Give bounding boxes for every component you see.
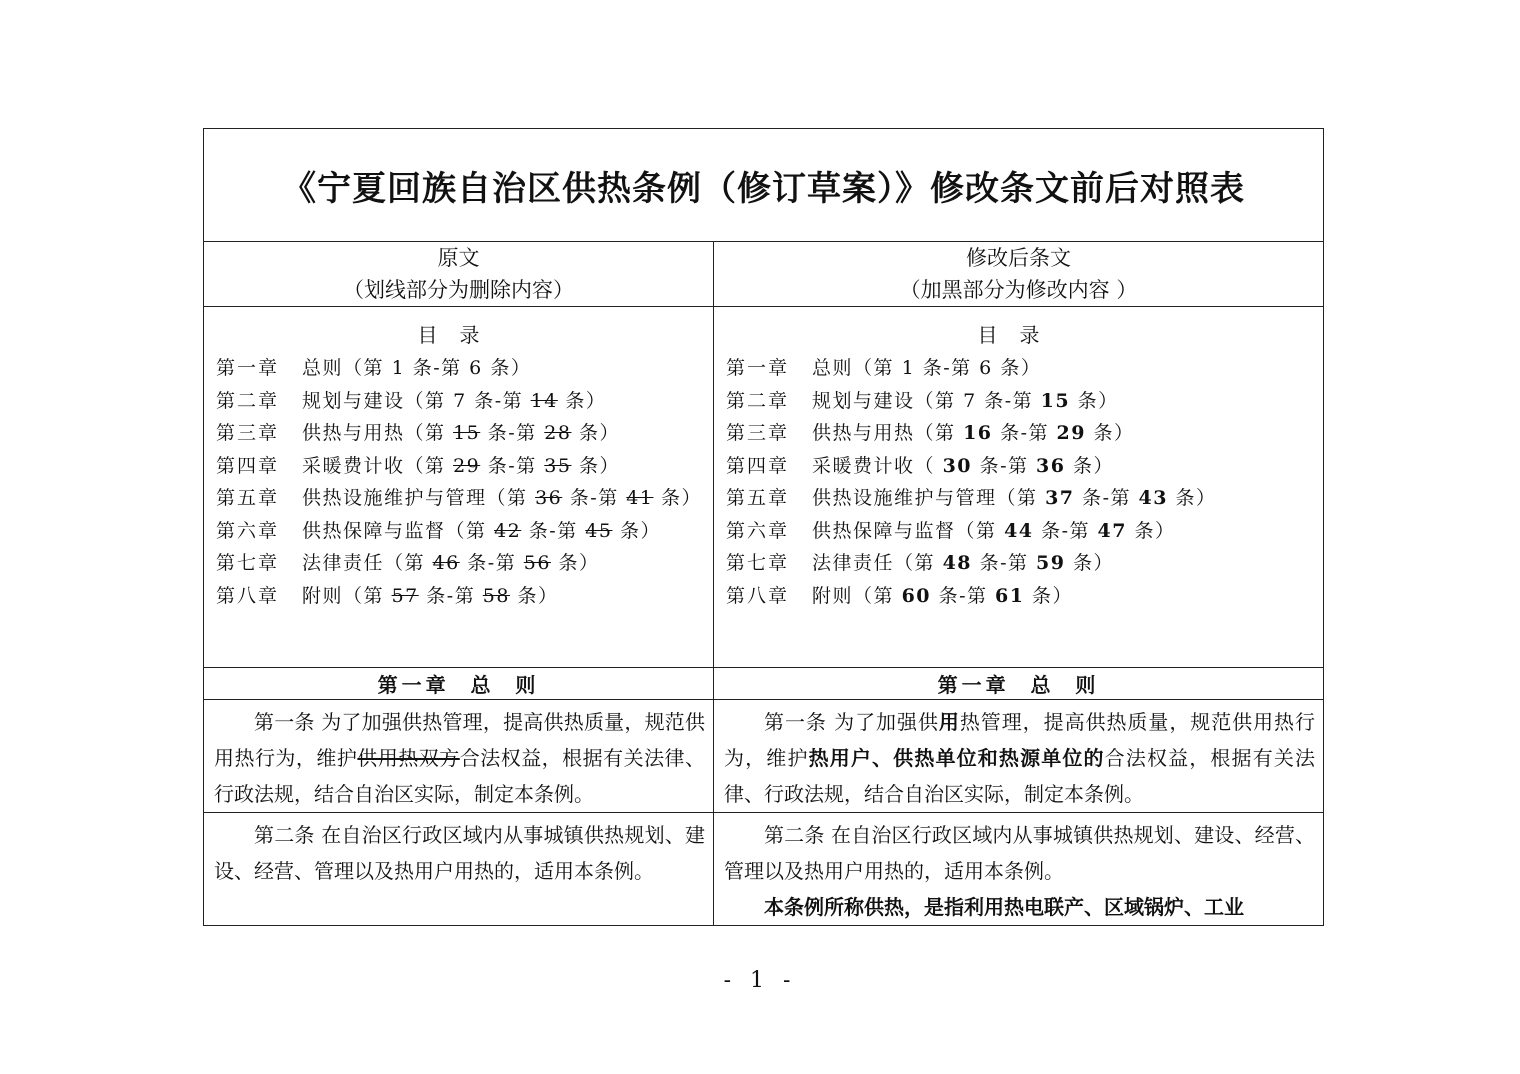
article-2-revised: 第二条 在自治区行政区域内从事城镇供热规划、建设、经营、管理以及热用户用热的，适用本条例。 本条例所称供热，是指利用热电联产、区域锅炉、工业 [714, 813, 1324, 926]
toc-entry [216, 482, 703, 515]
toc-range: 供热设施维护与管理（第 36 条-第 41 条） [302, 487, 703, 509]
toc-chapter-label: 第一章 [216, 357, 280, 379]
chapter-heading-revised: 第一章 总 则 [714, 668, 1324, 700]
toc-range: 附则（第 57 条-第 58 条） [302, 584, 559, 607]
header-original-note: （划线部分为删除内容） [343, 278, 574, 302]
toc-range: 规划与建设（第 7 条-第 15 条） [812, 389, 1119, 412]
toc-entry [726, 417, 1313, 450]
modified-text: 本条例所称供热，是指利用热电联产、区域锅炉、工业 [764, 895, 1244, 919]
toc-entry [726, 482, 1313, 515]
toc-chapter-label: 第七章 [726, 552, 790, 574]
toc-range: 供热保障与监督（第 44 条-第 47 条） [812, 519, 1176, 542]
toc-range: 供热设施维护与管理（第 37 条-第 43 条） [812, 487, 1217, 509]
toc-entry [216, 352, 703, 385]
toc-range: 采暖费计收（第 29 条-第 35 条） [302, 454, 621, 477]
header-revised-title: 修改后条文 [966, 246, 1071, 270]
header-original-title: 原文 [437, 246, 480, 270]
title-cell [204, 129, 1324, 242]
article-1-revised: 第一条 为了加强供用热管理，提高供热质量，规范供用热行为，维护热用户、供热单位和热源单位的合法权益，根据有关法律、行政法规，结合自治区实际，制定本条例。 [714, 700, 1324, 813]
toc-chapter-label: 第七章 [216, 552, 280, 574]
chapter-heading-original: 第一章 总 则 [204, 668, 714, 700]
toc-chapter-label: 第六章 [726, 519, 790, 542]
toc-entry [216, 515, 703, 548]
toc-chapter-label: 第四章 [216, 454, 280, 477]
toc-entry [726, 580, 1313, 613]
toc-chapter-label: 第八章 [216, 584, 280, 607]
toc-entry [216, 417, 703, 450]
toc-list-revised [726, 352, 1313, 612]
toc-entry [726, 547, 1313, 580]
document-title: 《宁夏回族自治区供热条例（修订草案）》修改条文前后对照表 [282, 168, 1245, 209]
toc-range: 法律责任（第 48 条-第 59 条） [812, 552, 1115, 574]
header-original [204, 242, 714, 307]
toc-chapter-label: 第三章 [726, 422, 790, 444]
toc-range: 总则（第 1 条-第 6 条） [302, 357, 532, 379]
toc-range: 规划与建设（第 7 条-第 14 条） [302, 389, 607, 412]
toc-chapter-label: 第五章 [216, 487, 280, 509]
page-number: - 1 - [723, 968, 797, 993]
toc-chapter-label: 第四章 [726, 454, 790, 477]
header-revised [714, 242, 1324, 307]
toc-range: 附则（第 60 条-第 61 条） [812, 584, 1074, 607]
toc-chapter-label: 第二章 [216, 389, 280, 412]
toc-entry [216, 547, 703, 580]
toc-range: 总则（第 1 条-第 6 条） [812, 357, 1042, 379]
toc-entry [726, 450, 1313, 483]
header-revised-note: （加黑部分为修改内容 ） [899, 278, 1138, 302]
article-1-original: 第一条 为了加强供热管理，提高供热质量，规范供用热行为，维护供用热双方合法权益，根据有关法律、行政法规，结合自治区实际，制定本条例。 [204, 700, 714, 813]
toc-chapter-label: 第二章 [726, 389, 790, 412]
comparison-table [203, 128, 1324, 926]
modified-text: 热用户、供热单位和热源单位的 [808, 746, 1105, 770]
toc-entry [726, 352, 1313, 385]
toc-range: 供热与用热（第 15 条-第 28 条） [302, 422, 621, 444]
toc-revised [714, 307, 1324, 668]
toc-chapter-label: 第六章 [216, 519, 280, 542]
toc-chapter-label: 第五章 [726, 487, 790, 509]
deleted-text: 供用热双方 [357, 746, 460, 770]
modified-text: 用 [938, 710, 960, 734]
toc-range: 法律责任（第 46 条-第 56 条） [302, 552, 600, 574]
toc-entry [216, 385, 703, 418]
toc-entry [216, 450, 703, 483]
toc-title: 目录 [977, 323, 1062, 347]
toc-chapter-label: 第八章 [726, 584, 790, 607]
toc-entry [726, 515, 1313, 548]
toc-range: 供热保障与监督（第 42 条-第 45 条） [302, 519, 662, 542]
toc-range: 供热与用热（第 16 条-第 29 条） [812, 422, 1135, 444]
toc-range: 采暖费计收（ 30 条-第 36 条） [812, 454, 1115, 477]
toc-entry [726, 385, 1313, 418]
article-2-original: 第二条 在自治区行政区域内从事城镇供热规划、建设、经营、管理以及热用户用热的，适用本条例。 [204, 813, 714, 926]
toc-entry [216, 580, 703, 613]
toc-chapter-label: 第三章 [216, 422, 280, 444]
toc-title: 目录 [417, 323, 502, 347]
toc-chapter-label: 第一章 [726, 357, 790, 379]
toc-list-original [216, 352, 703, 612]
toc-original [204, 307, 714, 668]
